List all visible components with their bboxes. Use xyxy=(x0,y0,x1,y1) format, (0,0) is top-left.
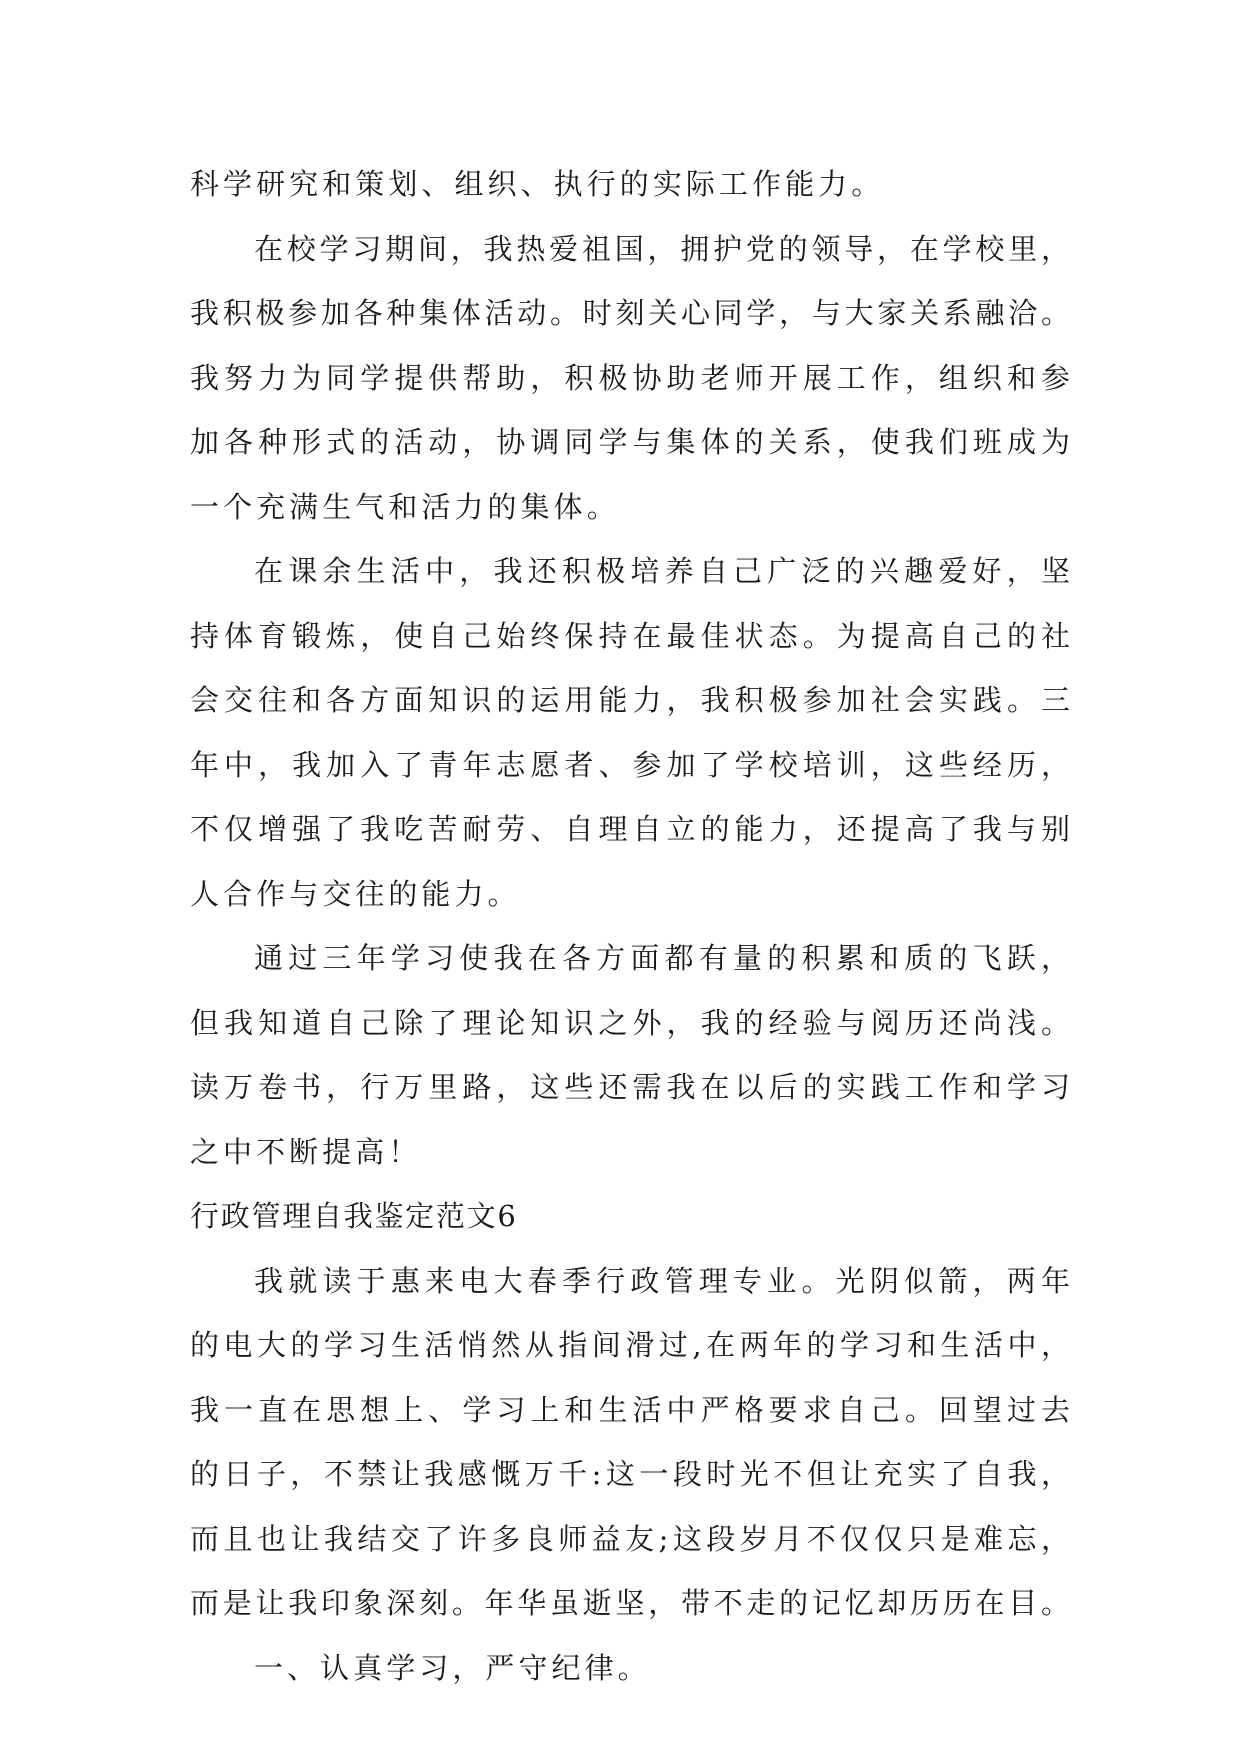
paragraph-line: 加各种形式的活动，协调同学与集体的关系，使我们班成为 xyxy=(190,425,1070,459)
paragraph-line: 而且也让我结交了许多良师益友;这段岁月不仅仅只是难忘， xyxy=(190,1521,1070,1556)
paragraph-line: 读万卷书，行万里路，这些还需我在以后的实践工作和学习 xyxy=(190,1070,1070,1104)
paragraph-line: 人合作与交往的能力。 xyxy=(190,876,521,911)
paragraph-line: 在课余生活中，我还积极培养自己广泛的兴趣爱好，坚 xyxy=(254,554,1070,588)
paragraph-line: 我努力为同学提供帮助，积极协助老师开展工作，组织和参 xyxy=(190,360,1070,395)
paragraph-line: 科学研究和策划、组织、执行的实际工作能力。 xyxy=(190,167,885,201)
paragraph-line: 年中，我加入了青年志愿者、参加了学校培训，这些经历， xyxy=(190,747,1070,782)
section-heading: 行政管理自我鉴定范文6 xyxy=(190,1199,518,1233)
subsection-heading: 一、认真学习，严守纪律。 xyxy=(254,1650,651,1685)
paragraph-line: 我就读于惠来电大春季行政管理专业。光阴似箭，两年 xyxy=(254,1263,1070,1298)
paragraph-line: 在校学习期间，我热爱祖国，拥护党的领导，在学校里， xyxy=(254,231,1070,266)
paragraph-line: 但我知道自己除了理论知识之外，我的经验与阅历还尚浅。 xyxy=(190,1005,1070,1040)
paragraph-line: 的电大的学习生活悄然从指间滑过,在两年的学习和生活中， xyxy=(190,1328,1070,1362)
paragraph-line: 会交往和各方面知识的运用能力，我积极参加社会实践。三 xyxy=(190,683,1070,717)
paragraph-line: 之中不断提高！ xyxy=(190,1134,422,1169)
paragraph-line: 我积极参加各种集体活动。时刻关心同学，与大家关系融洽。 xyxy=(190,296,1070,330)
paragraph-line: 而是让我印象深刻。年华虽逝坚，带不走的记忆却历历在目。 xyxy=(190,1586,1070,1620)
paragraph-line: 通过三年学习使我在各方面都有量的积累和质的飞跃， xyxy=(254,941,1070,975)
document-body xyxy=(190,152,1070,1700)
paragraph-line: 不仅增强了我吃苦耐劳、自理自立的能力，还提高了我与别 xyxy=(190,812,1070,846)
paragraph-line: 我一直在思想上、学习上和生活中严格要求自己。回望过去 xyxy=(190,1392,1070,1427)
paragraph-line: 持体育锻炼，使自己始终保持在最佳状态。为提高自己的社 xyxy=(190,618,1070,653)
paragraph-line: 一个充满生气和活力的集体。 xyxy=(190,489,620,524)
paragraph-line: 的日子，不禁让我感慨万千:这一段时光不但让充实了自我， xyxy=(190,1457,1070,1491)
